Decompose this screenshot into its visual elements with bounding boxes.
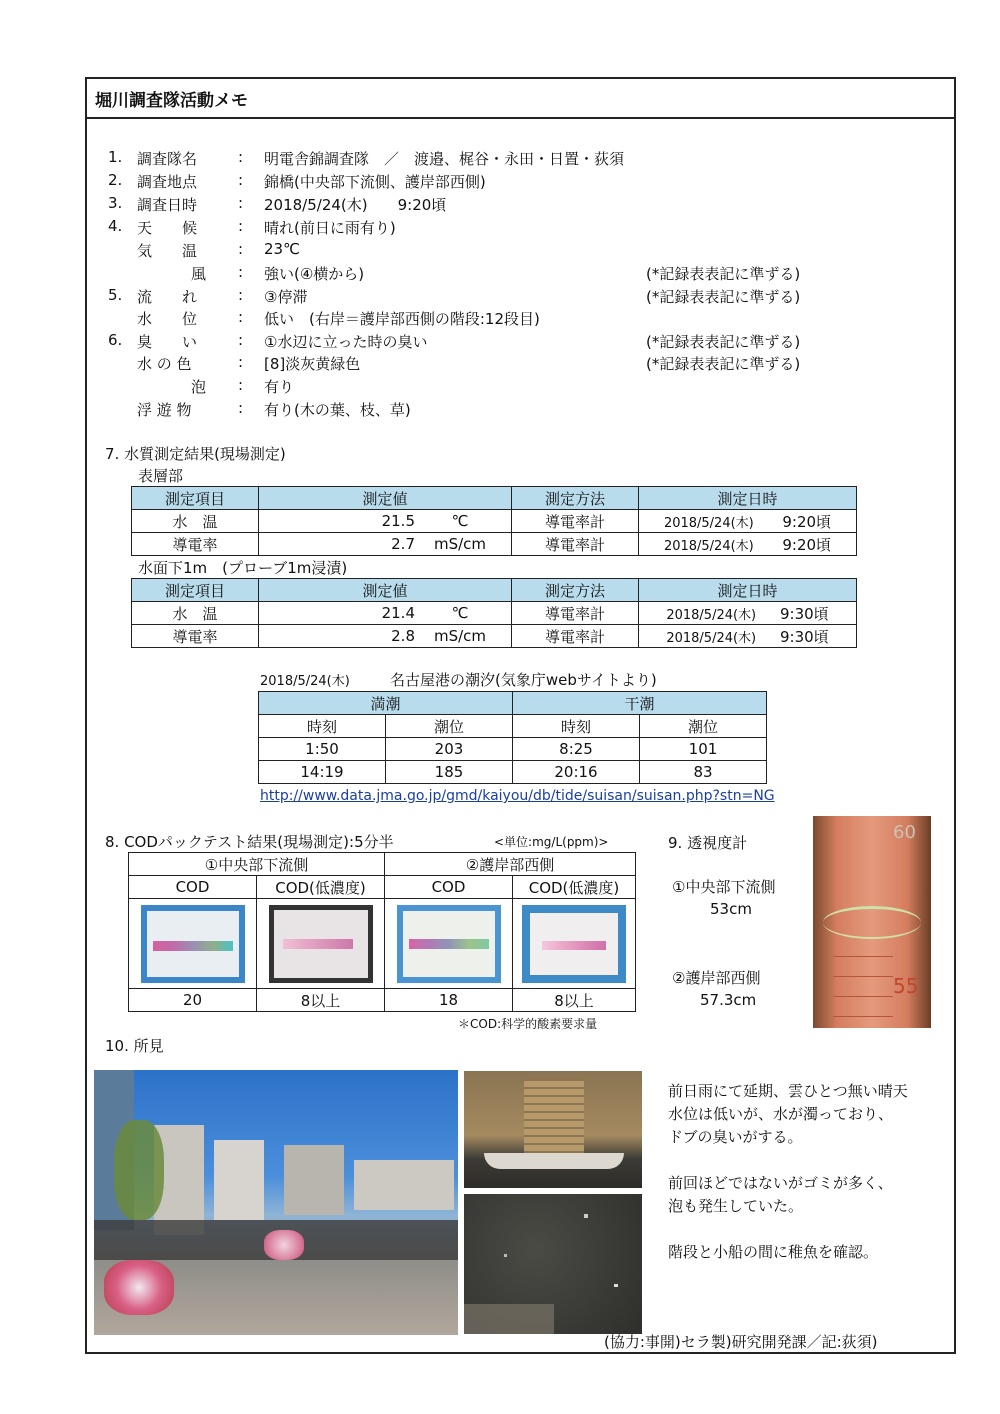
item-label: 天 候 (137, 219, 198, 237)
cell: 20:16 (513, 761, 640, 784)
cod-value: 18 (385, 989, 513, 1012)
item-note: (*記録表表記に準ずる) (646, 355, 801, 373)
item-number: 3. (108, 194, 123, 212)
tide-table (258, 691, 767, 784)
cell: 1:50 (259, 738, 386, 761)
item-label: 臭 い (137, 333, 198, 351)
cell-value: 2.7 mS/cm (259, 533, 512, 556)
bridge-photo (94, 1070, 458, 1335)
cell-item: 導電率 (132, 533, 259, 556)
cell-item: 水 温 (132, 510, 259, 533)
transparency-p1-label: ①中央部下流側 (672, 878, 776, 896)
jma-link[interactable]: http://www.data.jma.go.jp/gmd/kaiyou/db/tide/suisan/suisan.php?stn=NG (260, 788, 775, 804)
cell: 101 (640, 738, 767, 761)
finding-line: 泡も発生していた。 (668, 1197, 804, 1215)
cod-photo-4 (513, 899, 636, 989)
cod-photo-2 (257, 899, 385, 989)
item-colon: : (238, 308, 244, 326)
cell-item: 水 温 (132, 602, 259, 625)
cell: 185 (386, 761, 513, 784)
cell: 14:19 (259, 761, 386, 784)
cell: 8:25 (513, 738, 640, 761)
item-label: 水 の 色 (137, 355, 192, 373)
item-colon: : (238, 286, 244, 304)
finding-line: 階段と小船の間に稚魚を確認。 (668, 1243, 879, 1261)
finding-line: ドブの臭いがする。 (668, 1128, 803, 1146)
cell-item: 導電率 (132, 625, 259, 648)
col-item: 測定項目 (132, 487, 259, 510)
col-value: 測定値 (259, 487, 512, 510)
col-datetime: 測定日時 (639, 487, 857, 510)
item-label: 調査地点 (137, 173, 198, 191)
surface-table (131, 486, 857, 556)
col-level: 潮位 (386, 715, 513, 738)
item-colon: : (238, 376, 244, 394)
tide-low-header: 干潮 (513, 692, 767, 715)
section10-heading: 10. 所見 (105, 1037, 164, 1055)
item-value: 有り(木の葉、枝、草) (264, 401, 411, 419)
item-number: 4. (108, 217, 123, 235)
finding-line: 前回ほどではないがゴミが多く、 (668, 1174, 893, 1192)
item-note: (*記録表表記に準ずる) (646, 333, 801, 351)
cod-value: 20 (129, 989, 257, 1012)
scale-label-top: 60 (893, 822, 916, 843)
cell-method: 導電率計 (512, 625, 639, 648)
finding-line: 水位は低いが、水が濁っており、 (668, 1105, 894, 1123)
cell-value: 2.8 mS/cm (259, 625, 512, 648)
section8-heading: 8. CODパックテスト結果(現場測定):5分半 (105, 833, 394, 851)
item-number: 6. (108, 331, 123, 349)
cod-group1: ①中央部下流側 (129, 853, 385, 876)
item-colon: : (238, 194, 244, 212)
item-colon: : (238, 263, 244, 281)
item-colon: : (238, 331, 244, 349)
cell: 83 (640, 761, 767, 784)
cod-col: COD(低濃度) (513, 876, 636, 899)
item-value: 有り (264, 378, 295, 396)
tide-high-header: 満潮 (259, 692, 513, 715)
item-colon: : (238, 399, 244, 417)
tide-caption: 名古屋港の潮汐(気象庁webサイトより) (390, 671, 657, 689)
page-title: 堀川調査隊活動メモ (95, 91, 248, 111)
item-value: 錦橋(中央部下流側、護岸部西側) (264, 173, 486, 191)
cell: 203 (386, 738, 513, 761)
item-label: 調査日時 (137, 196, 198, 214)
cod-value: 8以上 (513, 989, 636, 1012)
col-datetime: 測定日時 (639, 579, 857, 602)
table-row (132, 533, 857, 556)
item-colon: : (238, 353, 244, 371)
item-value: 23℃ (264, 240, 300, 258)
item-value: ①水辺に立った時の臭い (264, 333, 428, 351)
cell-datetime: 2018/5/24(木) 9:20頃 (639, 510, 857, 533)
scale-label-mid: 55 (893, 974, 919, 998)
cell-method: 導電率計 (512, 533, 639, 556)
cell-method: 導電率計 (512, 510, 639, 533)
cod-col: COD (385, 876, 513, 899)
item-label: 風 (191, 265, 207, 283)
item-value: 2018/5/24(木) 9:20頃 (264, 196, 447, 214)
findings-text (668, 1080, 908, 1264)
cell-method: 導電率計 (512, 602, 639, 625)
item-note: (*記録表表記に準ずる) (646, 265, 801, 283)
finding-line: 前日雨にて延期、雲ひとつ無い晴天 (668, 1082, 908, 1100)
table-row (132, 625, 857, 648)
item-number: 5. (108, 286, 123, 304)
item-value: 強い(④横から) (264, 265, 365, 283)
cod-value: 8以上 (257, 989, 385, 1012)
col-level: 潮位 (640, 715, 767, 738)
tide-date: 2018/5/24(木) (260, 674, 350, 689)
depth-label: 水面下1m (プローブ1m浸漬) (138, 559, 348, 577)
col-method: 測定方法 (512, 579, 639, 602)
item-colon: : (238, 148, 244, 166)
col-time: 時刻 (513, 715, 640, 738)
item-value: ③停滞 (264, 288, 308, 306)
section9-heading: 9. 透視度計 (668, 834, 748, 852)
col-method: 測定方法 (512, 487, 639, 510)
cod-footnote: ＊COD:科学的酸素要求量 (458, 1017, 598, 1031)
col-item: 測定項目 (132, 579, 259, 602)
item-value: 明電舎錦調査隊 ／ 渡邉、梶谷・永田・日置・荻須 (264, 150, 625, 168)
transparency-p2-value: 57.3cm (700, 991, 757, 1009)
col-time: 時刻 (259, 715, 386, 738)
cell-value: 21.5 ℃ (259, 510, 512, 533)
table-row (259, 761, 767, 784)
item-label: 浮 遊 物 (137, 401, 192, 419)
table-row (132, 510, 857, 533)
table-row (259, 738, 767, 761)
surface-label: 表層部 (138, 467, 184, 485)
cell-datetime: 2018/5/24(木) 9:30頃 (639, 625, 857, 648)
depth-table (131, 578, 857, 648)
item-value: 低い (右岸＝護岸部西側の階段:12段目) (264, 310, 540, 328)
item-note: (*記録表表記に準ずる) (646, 288, 801, 306)
item-number: 1. (108, 148, 123, 166)
transparency-p2-label: ②護岸部西側 (672, 969, 761, 987)
item-label: 調査隊名 (137, 150, 198, 168)
item-colon: : (238, 217, 244, 235)
item-label: 流 れ (137, 288, 198, 306)
cod-table (128, 852, 636, 1012)
item-colon: : (238, 171, 244, 189)
cod-col: COD(低濃度) (257, 876, 385, 899)
water-surface-photo (464, 1194, 642, 1334)
cod-group2: ②護岸部西側 (385, 853, 636, 876)
item-label: 気 温 (137, 242, 198, 260)
table-row (132, 602, 857, 625)
transparency-p1-value: 53cm (710, 900, 752, 918)
credit-line: (協力:事開)セラ製)研究開発課／記:荻須) (604, 1333, 878, 1351)
cell-datetime: 2018/5/24(木) 9:20頃 (639, 533, 857, 556)
transparency-tube-photo (813, 816, 931, 1028)
col-value: 測定値 (259, 579, 512, 602)
section7-heading: 7. 水質測定結果(現場測定) (105, 445, 286, 463)
cod-col: COD (129, 876, 257, 899)
cod-photo-1 (129, 899, 257, 989)
item-label: 水 位 (137, 310, 198, 328)
item-label: 泡 (191, 378, 207, 396)
stairs-boat-photo (464, 1071, 642, 1188)
cod-unit: <単位:mg/L(ppm)> (494, 835, 609, 849)
item-value: 晴れ(前日に雨有り) (264, 219, 396, 237)
item-colon: : (238, 240, 244, 258)
cell-value: 21.4 ℃ (259, 602, 512, 625)
cod-photo-3 (385, 899, 513, 989)
item-value: [8]淡灰黄緑色 (264, 355, 361, 373)
cell-datetime: 2018/5/24(木) 9:30頃 (639, 602, 857, 625)
item-number: 2. (108, 171, 123, 189)
